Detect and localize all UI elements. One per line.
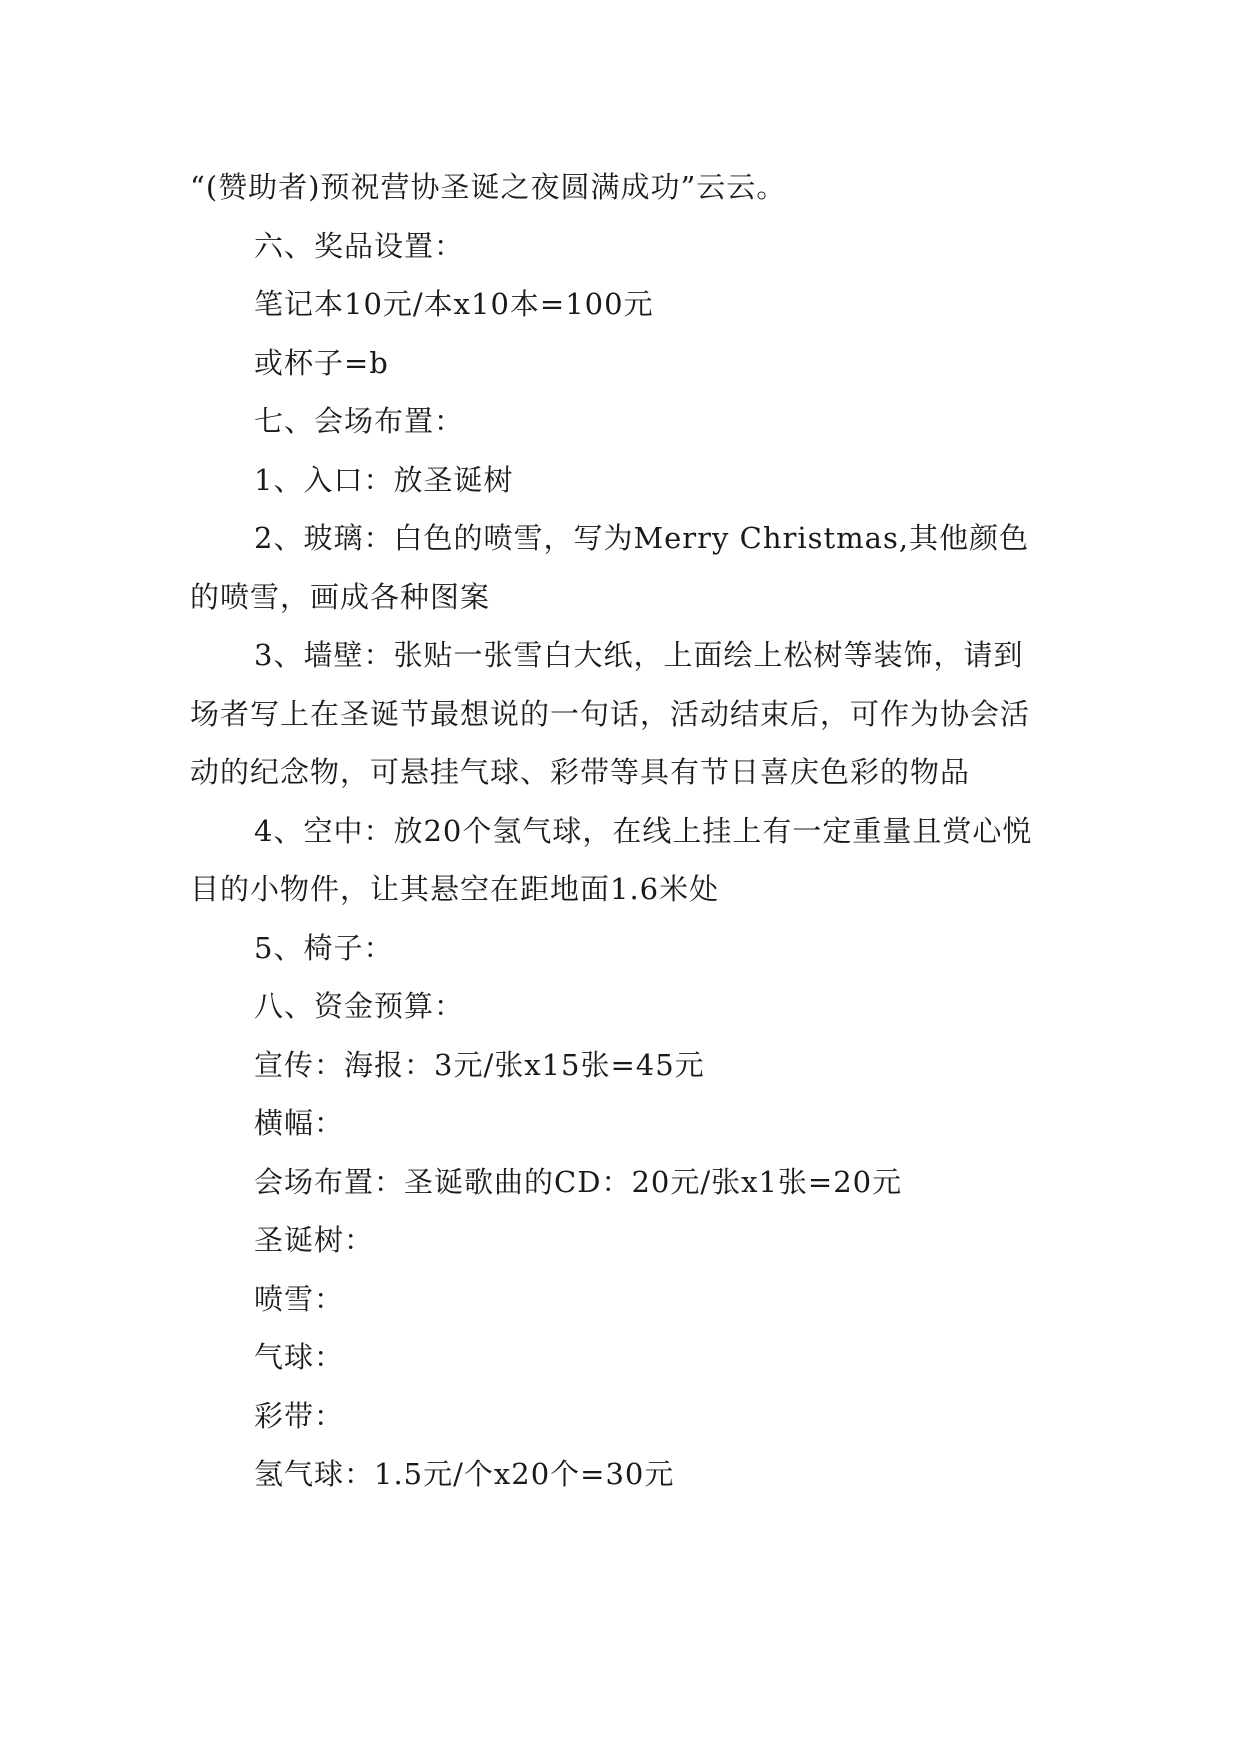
document-body xyxy=(190,158,1050,1504)
paragraph-banner-cost: 横幅： xyxy=(254,1106,345,1140)
heading-venue-layout: 七、会场布置： xyxy=(254,404,465,438)
paragraph-spray-snow-cost: 喷雪： xyxy=(254,1281,345,1316)
paragraph-wall: 3、墙壁：张贴一张雪白大纸，上面绘上松树等装饰，请到场者写上在圣诞节最想说的一句话，活动结束后，可作为协会活动的纪念物，可悬挂气球、彩带等具有节日喜庆色彩的物品 xyxy=(190,638,1031,789)
paragraph-balloon-cost: 气球： xyxy=(254,1340,345,1374)
paragraph-entrance: 1、入口：放圣诞树 xyxy=(254,462,514,497)
paragraph-notebook-prize: 笔记本10元/本x10本=100元 xyxy=(254,287,654,321)
paragraph-cup-prize: 或杯子=b xyxy=(254,345,389,380)
heading-prize-settings: 六、奖品设置： xyxy=(254,228,465,263)
paragraph-cd-cost: 会场布置：圣诞歌曲的CD：20元/张x1张=20元 xyxy=(254,1164,903,1199)
paragraph-sponsor-wishes: “(赞助者)预祝营协圣诞之夜圆满成功”云云。 xyxy=(190,170,787,204)
paragraph-glass: 2、玻璃：白色的喷雪，写为Merry Christmas,其他颜色的喷雪，画成各种图案 xyxy=(190,521,1030,614)
paragraph-ribbon-cost: 彩带： xyxy=(254,1398,345,1433)
paragraph-chairs: 5、椅子： xyxy=(254,930,394,965)
paragraph-air: 4、空中：放20个氢气球，在线上挂上有一定重量且赏心悦目的小物件，让其悬空在距地面1.6米处 xyxy=(190,813,1033,906)
paragraph-hydrogen-balloon-cost: 氢气球：1.5元/个x20个=30元 xyxy=(254,1457,675,1491)
heading-budget: 八、资金预算： xyxy=(254,989,465,1023)
paragraph-poster-cost: 宣传：海报：3元/张x15张=45元 xyxy=(254,1047,705,1082)
paragraph-tree-cost: 圣诞树： xyxy=(254,1223,375,1257)
